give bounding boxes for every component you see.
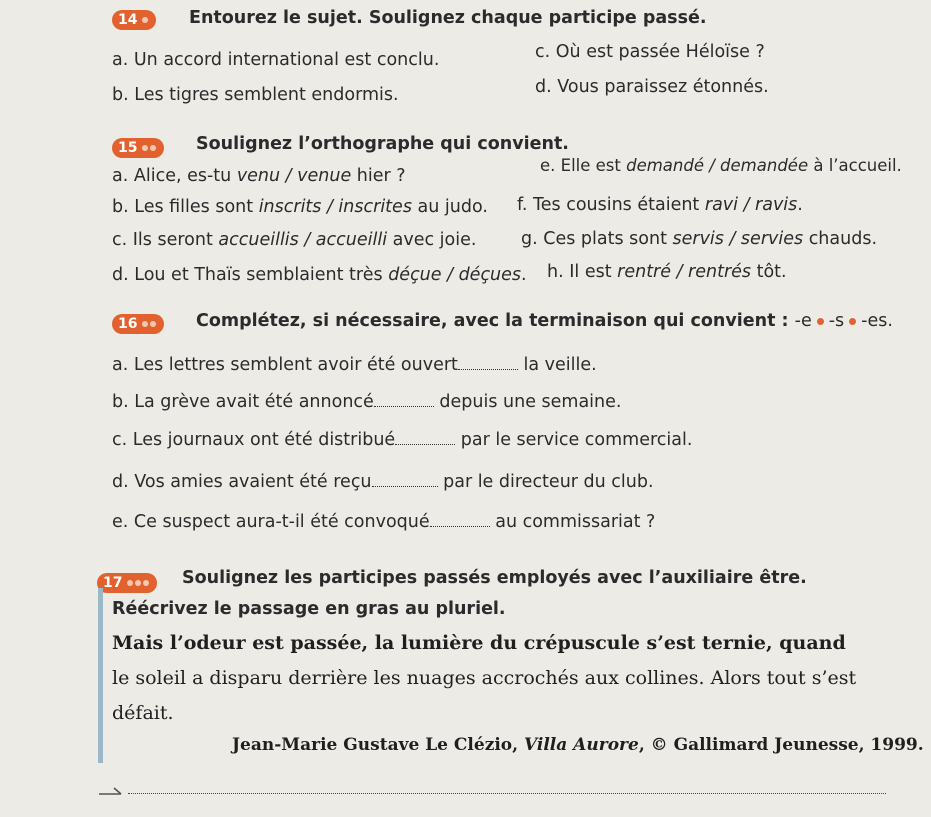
arrow-right-icon bbox=[96, 782, 126, 802]
separator-dot bbox=[817, 318, 824, 325]
ex14-item-a: a. Un accord international est conclu. bbox=[112, 50, 440, 70]
exercise-number: 15 bbox=[118, 140, 138, 156]
ex16-item-d: d. Vos amies avaient été reçu par le directeur du club. bbox=[112, 472, 654, 492]
ex16-item-b: b. La grève avait été annoncé depuis une semaine. bbox=[112, 392, 622, 412]
exercise-14-badge bbox=[112, 10, 156, 30]
passage-credit: Jean-Marie Gustave Le Clézio, Villa Aurore, © Gallimard Jeunesse, 1999. bbox=[232, 735, 924, 755]
ex15-item-d: d. Lou et Thaïs semblaient très déçue / déçues. bbox=[112, 265, 527, 285]
ex15-item-g: g. Ces plats sont servis / servies chauds. bbox=[521, 229, 878, 249]
answer-line[interactable] bbox=[128, 793, 886, 794]
answer-blank[interactable] bbox=[374, 404, 434, 407]
exercise-17-title: Soulignez les participes passés employés avec l’auxiliaire être. bbox=[182, 568, 807, 588]
difficulty-dots bbox=[142, 145, 156, 151]
ex15-item-c: c. Ils seront accueillis / accueilli avec joie. bbox=[112, 230, 477, 250]
exercise-number: 16 bbox=[118, 316, 138, 332]
exercise-16-title: Complétez, si nécessaire, avec la terminaison qui convient : -e -s -es. bbox=[196, 311, 893, 331]
ex15-item-b: b. Les filles sont inscrits / inscrites au judo. bbox=[112, 197, 488, 217]
exercise-15-title: Soulignez l’orthographe qui convient. bbox=[196, 134, 569, 154]
exercise-number: 17 bbox=[103, 575, 123, 591]
left-margin-bar bbox=[98, 588, 103, 763]
exercise-15-badge bbox=[112, 138, 164, 158]
exercise-14-title: Entourez le sujet. Soulignez chaque participe passé. bbox=[189, 8, 707, 28]
passage-line-2: le soleil a disparu derrière les nuages accrochés aux collines. Alors tout s’est bbox=[112, 667, 857, 689]
ex15-item-e: e. Elle est demandé / demandée à l’accueil. bbox=[540, 156, 902, 175]
exercise-16-badge bbox=[112, 314, 164, 334]
exercise-17-badge bbox=[97, 573, 157, 593]
exercise-number: 14 bbox=[118, 12, 138, 28]
separator-dot bbox=[849, 318, 856, 325]
ex16-item-e: e. Ce suspect aura-t-il été convoqué au commissariat ? bbox=[112, 512, 656, 532]
answer-blank[interactable] bbox=[395, 442, 455, 445]
difficulty-dots bbox=[142, 321, 156, 327]
passage-line-3: défait. bbox=[112, 702, 174, 724]
difficulty-dots bbox=[142, 17, 148, 23]
ex16-item-a: a. Les lettres semblent avoir été ouvert la veille. bbox=[112, 355, 597, 375]
answer-blank[interactable] bbox=[458, 367, 518, 370]
exercise-17-subtitle: Réécrivez le passage en gras au pluriel. bbox=[112, 599, 506, 619]
ex16-item-c: c. Les journaux ont été distribué par le service commercial. bbox=[112, 430, 693, 450]
difficulty-dots bbox=[127, 580, 149, 586]
ex14-item-b: b. Les tigres semblent endormis. bbox=[112, 85, 399, 105]
ex14-item-d: d. Vous paraissez étonnés. bbox=[535, 77, 769, 97]
ex15-item-f: f. Tes cousins étaient ravi / ravis. bbox=[517, 195, 803, 215]
ex14-item-c: c. Où est passée Héloïse ? bbox=[535, 42, 765, 62]
passage-line-1: Mais l’odeur est passée, la lumière du crépuscule s’est ternie, quand bbox=[112, 632, 846, 654]
answer-blank[interactable] bbox=[430, 524, 490, 527]
answer-blank[interactable] bbox=[372, 484, 438, 487]
ex15-item-a: a. Alice, es-tu venu / venue hier ? bbox=[112, 166, 406, 186]
ex15-item-h: h. Il est rentré / rentrés tôt. bbox=[547, 262, 787, 282]
